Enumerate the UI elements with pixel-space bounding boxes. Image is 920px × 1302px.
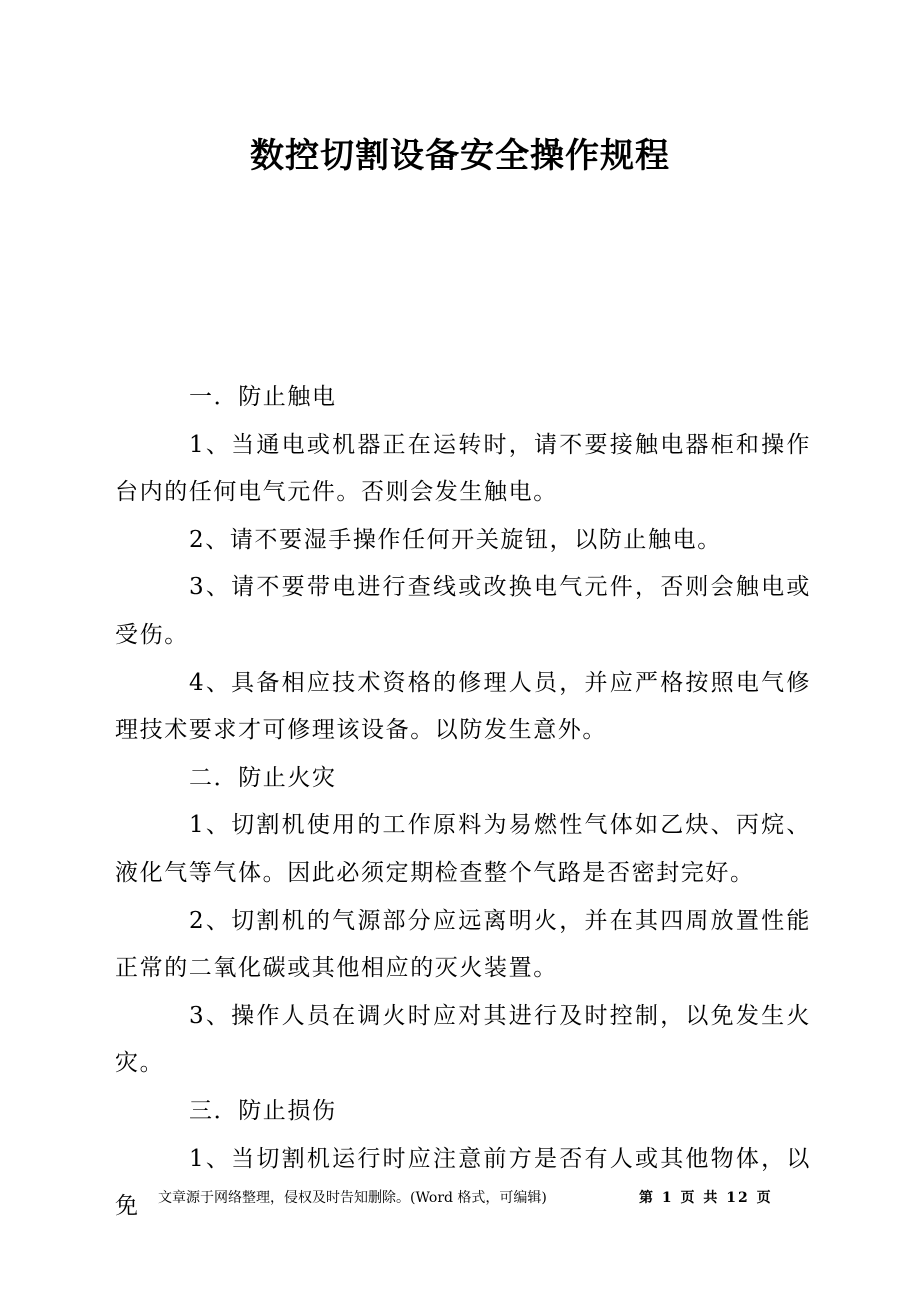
section-heading: 三．防止损伤 [189, 1097, 337, 1124]
paragraph: 3、操作人员在调火时应对其进行及时控制，以免发生火灾。 [115, 1002, 811, 1077]
paragraph: 1、切割机使用的工作原料为易燃性气体如乙炔、丙烷、液化气等气体。因此必须定期检查整个气路是否密封完好。 [115, 812, 811, 886]
paragraph: 1、当切割机运行时应注意前方是否有人或其他物体，以免 [115, 1145, 811, 1220]
paragraph: 3、请不要带电进行查线或改换电气元件，否则会触电或受伤。 [115, 574, 811, 648]
paragraph: 4、具备相应技术资格的修理人员，并应严格按照电气修理技术要求才可修理该设备。以防发生意外。 [115, 669, 811, 744]
section-heading: 一．防止触电 [189, 384, 337, 410]
page-number: 第 1 页 共 12 页 [639, 1190, 773, 1206]
section-heading: 二．防止火灾 [189, 764, 337, 791]
document-body [115, 374, 811, 1231]
page-footer [0, 1186, 920, 1210]
paragraph: 1、当通电或机器正在运转时，请不要接触电器柜和操作台内的任何电气元件。否则会发生触电。 [115, 431, 811, 506]
paragraph: 2、切割机的气源部分应远离明火，并在其四周放置性能正常的二氧化碳或其他相应的灭火装置。 [115, 907, 811, 982]
footer-note: 文章源于网络整理，侵权及时告知删除。(Word 格式，可编辑) [158, 1190, 547, 1206]
document-title: 数控切割设备安全操作规程 [250, 136, 670, 176]
paragraph: 2、请不要湿手操作任何开关旋钮，以防止触电。 [189, 526, 722, 553]
